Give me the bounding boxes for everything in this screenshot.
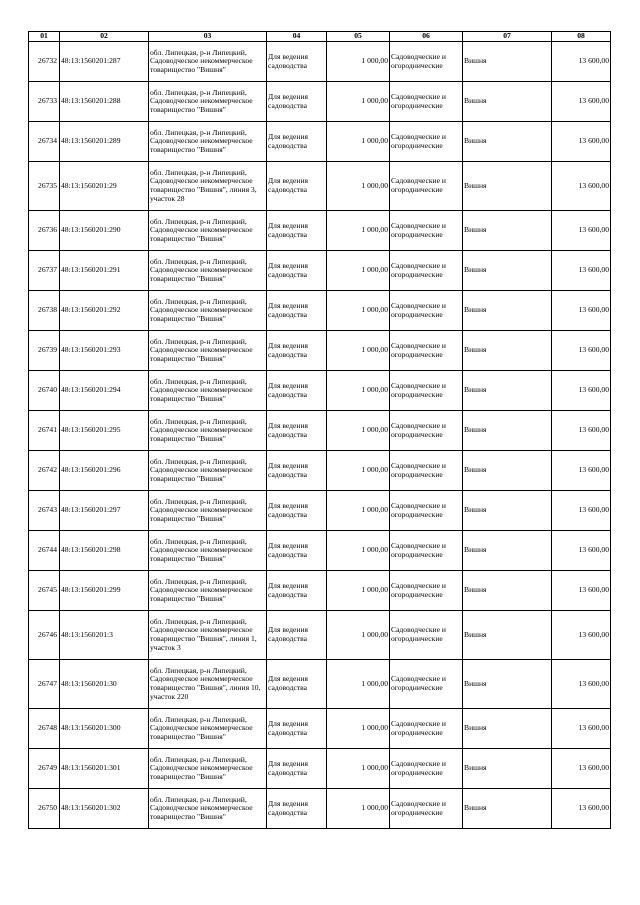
cadastral-number-cell: 48:13:1560201:29 (60, 162, 149, 211)
area-value-cell: 1 000,00 (327, 789, 390, 829)
address-cell: обл. Липецкая, р-н Липецкий, Садоводческое некоммерческое товарищество "Вишня", линия 3, участок 28 (149, 162, 267, 211)
table-row (29, 749, 611, 789)
row-number-cell: 26735 (29, 162, 60, 211)
row-number-cell: 26734 (29, 122, 60, 162)
column-header: 01 (29, 32, 60, 42)
row-number-cell: 26738 (29, 291, 60, 331)
land-category-cell: Садоводческие и огороднические (390, 611, 463, 660)
cadastral-cost-cell: 13 600,00 (552, 291, 611, 331)
area-value-cell: 1 000,00 (327, 571, 390, 611)
cadastral-cost-cell: 13 600,00 (552, 611, 611, 660)
address-cell: обл. Липецкая, р-н Липецкий, Садоводческое некоммерческое товарищество "Вишня" (149, 451, 267, 491)
column-header: 06 (390, 32, 463, 42)
object-name-cell: Вишня (463, 42, 552, 82)
table-row (29, 122, 611, 162)
table-row (29, 411, 611, 451)
table-row (29, 42, 611, 82)
cadastral-cost-cell: 13 600,00 (552, 660, 611, 709)
table-row (29, 82, 611, 122)
cadastral-number-cell: 48:13:1560201:300 (60, 709, 149, 749)
address-cell: обл. Липецкая, р-н Липецкий, Садоводческое некоммерческое товарищество "Вишня" (149, 122, 267, 162)
table-row (29, 709, 611, 749)
permitted-use-cell: Для ведения садоводства (267, 82, 327, 122)
row-number-cell: 26750 (29, 789, 60, 829)
cadastral-cost-cell: 13 600,00 (552, 749, 611, 789)
cadastral-number-cell: 48:13:1560201:288 (60, 82, 149, 122)
row-number-cell: 26744 (29, 531, 60, 571)
cadastral-cost-cell: 13 600,00 (552, 162, 611, 211)
permitted-use-cell: Для ведения садоводства (267, 491, 327, 531)
permitted-use-cell: Для ведения садоводства (267, 371, 327, 411)
land-category-cell: Садоводческие и огороднические (390, 82, 463, 122)
address-cell: обл. Липецкая, р-н Липецкий, Садоводческое некоммерческое товарищество "Вишня" (149, 491, 267, 531)
table-body (29, 42, 611, 829)
cadastral-number-cell: 48:13:1560201:292 (60, 291, 149, 331)
land-category-cell: Садоводческие и огороднические (390, 331, 463, 371)
cadastral-number-cell: 48:13:1560201:289 (60, 122, 149, 162)
cadastral-cost-cell: 13 600,00 (552, 82, 611, 122)
cadastral-number-cell: 48:13:1560201:301 (60, 749, 149, 789)
area-value-cell: 1 000,00 (327, 371, 390, 411)
cadastral-cost-cell: 13 600,00 (552, 531, 611, 571)
land-category-cell: Садоводческие и огороднические (390, 251, 463, 291)
row-number-cell: 26739 (29, 331, 60, 371)
table-row (29, 211, 611, 251)
address-cell: обл. Липецкая, р-н Липецкий, Садоводческое некоммерческое товарищество "Вишня" (149, 371, 267, 411)
permitted-use-cell: Для ведения садоводства (267, 122, 327, 162)
permitted-use-cell: Для ведения садоводства (267, 611, 327, 660)
column-header: 05 (327, 32, 390, 42)
object-name-cell: Вишня (463, 789, 552, 829)
land-category-cell: Садоводческие и огороднические (390, 789, 463, 829)
permitted-use-cell: Для ведения садоводства (267, 789, 327, 829)
area-value-cell: 1 000,00 (327, 531, 390, 571)
address-cell: обл. Липецкая, р-н Липецкий, Садоводческое некоммерческое товарищество "Вишня" (149, 211, 267, 251)
cadastral-number-cell: 48:13:1560201:290 (60, 211, 149, 251)
object-name-cell: Вишня (463, 571, 552, 611)
row-number-cell: 26737 (29, 251, 60, 291)
area-value-cell: 1 000,00 (327, 660, 390, 709)
cadastral-number-cell: 48:13:1560201:302 (60, 789, 149, 829)
area-value-cell: 1 000,00 (327, 211, 390, 251)
object-name-cell: Вишня (463, 709, 552, 749)
address-cell: обл. Липецкая, р-н Липецкий, Садоводческое некоммерческое товарищество "Вишня" (149, 571, 267, 611)
object-name-cell: Вишня (463, 331, 552, 371)
cadastral-number-cell: 48:13:1560201:293 (60, 331, 149, 371)
address-cell: обл. Липецкая, р-н Липецкий, Садоводческое некоммерческое товарищество "Вишня" (149, 251, 267, 291)
area-value-cell: 1 000,00 (327, 331, 390, 371)
land-category-cell: Садоводческие и огороднические (390, 162, 463, 211)
table-row (29, 162, 611, 211)
address-cell: обл. Липецкая, р-н Липецкий, Садоводческое некоммерческое товарищество "Вишня" (149, 531, 267, 571)
row-number-cell: 26745 (29, 571, 60, 611)
land-category-cell: Садоводческие и огороднические (390, 709, 463, 749)
cadastral-cost-cell: 13 600,00 (552, 789, 611, 829)
cadastral-number-cell: 48:13:1560201:30 (60, 660, 149, 709)
address-cell: обл. Липецкая, р-н Липецкий, Садоводческое некоммерческое товарищество "Вишня", линия 1, участок 3 (149, 611, 267, 660)
land-category-cell: Садоводческие и огороднические (390, 291, 463, 331)
object-name-cell: Вишня (463, 660, 552, 709)
row-number-cell: 26740 (29, 371, 60, 411)
object-name-cell: Вишня (463, 162, 552, 211)
object-name-cell: Вишня (463, 491, 552, 531)
area-value-cell: 1 000,00 (327, 291, 390, 331)
cadastral-number-cell: 48:13:1560201:291 (60, 251, 149, 291)
object-name-cell: Вишня (463, 371, 552, 411)
land-category-cell: Садоводческие и огороднические (390, 122, 463, 162)
cadastral-number-cell: 48:13:1560201:297 (60, 491, 149, 531)
cadastral-number-cell: 48:13:1560201:298 (60, 531, 149, 571)
table-row (29, 251, 611, 291)
permitted-use-cell: Для ведения садоводства (267, 211, 327, 251)
land-category-cell: Садоводческие и огороднические (390, 531, 463, 571)
row-number-cell: 26742 (29, 451, 60, 491)
table-row (29, 611, 611, 660)
cadastral-cost-cell: 13 600,00 (552, 491, 611, 531)
row-number-cell: 26736 (29, 211, 60, 251)
address-cell: обл. Липецкая, р-н Липецкий, Садоводческое некоммерческое товарищество "Вишня" (149, 42, 267, 82)
cadastral-cost-cell: 13 600,00 (552, 211, 611, 251)
permitted-use-cell: Для ведения садоводства (267, 660, 327, 709)
area-value-cell: 1 000,00 (327, 411, 390, 451)
object-name-cell: Вишня (463, 251, 552, 291)
column-header: 07 (463, 32, 552, 42)
land-category-cell: Садоводческие и огороднические (390, 749, 463, 789)
cadastral-cost-cell: 13 600,00 (552, 571, 611, 611)
row-number-cell: 26747 (29, 660, 60, 709)
permitted-use-cell: Для ведения садоводства (267, 331, 327, 371)
permitted-use-cell: Для ведения садоводства (267, 162, 327, 211)
row-number-cell: 26732 (29, 42, 60, 82)
cadastral-cost-cell: 13 600,00 (552, 331, 611, 371)
cadastral-number-cell: 48:13:1560201:299 (60, 571, 149, 611)
table-header-row (29, 32, 611, 42)
permitted-use-cell: Для ведения садоводства (267, 749, 327, 789)
area-value-cell: 1 000,00 (327, 42, 390, 82)
permitted-use-cell: Для ведения садоводства (267, 531, 327, 571)
address-cell: обл. Липецкая, р-н Липецкий, Садоводческое некоммерческое товарищество "Вишня" (149, 789, 267, 829)
table-row (29, 331, 611, 371)
table-row (29, 531, 611, 571)
address-cell: обл. Липецкая, р-н Липецкий, Садоводческое некоммерческое товарищество "Вишня" (149, 749, 267, 789)
address-cell: обл. Липецкая, р-н Липецкий, Садоводческое некоммерческое товарищество "Вишня" (149, 82, 267, 122)
area-value-cell: 1 000,00 (327, 162, 390, 211)
address-cell: обл. Липецкая, р-н Липецкий, Садоводческое некоммерческое товарищество "Вишня" (149, 709, 267, 749)
address-cell: обл. Липецкая, р-н Липецкий, Садоводческое некоммерческое товарищество "Вишня" (149, 331, 267, 371)
table-row (29, 451, 611, 491)
permitted-use-cell: Для ведения садоводства (267, 251, 327, 291)
land-category-cell: Садоводческие и огороднические (390, 371, 463, 411)
object-name-cell: Вишня (463, 531, 552, 571)
column-header: 04 (267, 32, 327, 42)
area-value-cell: 1 000,00 (327, 709, 390, 749)
cadastral-number-cell: 48:13:1560201:3 (60, 611, 149, 660)
cadastral-number-cell: 48:13:1560201:296 (60, 451, 149, 491)
row-number-cell: 26748 (29, 709, 60, 749)
table-row (29, 789, 611, 829)
table-row (29, 291, 611, 331)
land-category-cell: Садоводческие и огороднические (390, 451, 463, 491)
area-value-cell: 1 000,00 (327, 611, 390, 660)
row-number-cell: 26741 (29, 411, 60, 451)
address-cell: обл. Липецкая, р-н Липецкий, Садоводческое некоммерческое товарищество "Вишня" (149, 291, 267, 331)
row-number-cell: 26733 (29, 82, 60, 122)
land-plots-table (28, 31, 611, 829)
permitted-use-cell: Для ведения садоводства (267, 291, 327, 331)
table-row (29, 491, 611, 531)
area-value-cell: 1 000,00 (327, 82, 390, 122)
land-category-cell: Садоводческие и огороднические (390, 211, 463, 251)
object-name-cell: Вишня (463, 291, 552, 331)
area-value-cell: 1 000,00 (327, 451, 390, 491)
land-category-cell: Садоводческие и огороднические (390, 660, 463, 709)
column-header: 03 (149, 32, 267, 42)
cadastral-cost-cell: 13 600,00 (552, 122, 611, 162)
object-name-cell: Вишня (463, 749, 552, 789)
cadastral-cost-cell: 13 600,00 (552, 709, 611, 749)
object-name-cell: Вишня (463, 451, 552, 491)
cadastral-number-cell: 48:13:1560201:287 (60, 42, 149, 82)
table-row (29, 660, 611, 709)
table-row (29, 371, 611, 411)
object-name-cell: Вишня (463, 122, 552, 162)
object-name-cell: Вишня (463, 211, 552, 251)
object-name-cell: Вишня (463, 82, 552, 122)
land-category-cell: Садоводческие и огороднические (390, 491, 463, 531)
land-category-cell: Садоводческие и огороднические (390, 571, 463, 611)
cadastral-number-cell: 48:13:1560201:294 (60, 371, 149, 411)
table-row (29, 571, 611, 611)
area-value-cell: 1 000,00 (327, 491, 390, 531)
row-number-cell: 26749 (29, 749, 60, 789)
area-value-cell: 1 000,00 (327, 251, 390, 291)
land-category-cell: Садоводческие и огороднические (390, 42, 463, 82)
cadastral-cost-cell: 13 600,00 (552, 42, 611, 82)
row-number-cell: 26743 (29, 491, 60, 531)
object-name-cell: Вишня (463, 411, 552, 451)
area-value-cell: 1 000,00 (327, 122, 390, 162)
column-header: 08 (552, 32, 611, 42)
land-category-cell: Садоводческие и огороднические (390, 411, 463, 451)
cadastral-number-cell: 48:13:1560201:295 (60, 411, 149, 451)
object-name-cell: Вишня (463, 611, 552, 660)
cadastral-cost-cell: 13 600,00 (552, 411, 611, 451)
address-cell: обл. Липецкая, р-н Липецкий, Садоводческое некоммерческое товарищество "Вишня", линия 10, участок 220 (149, 660, 267, 709)
cadastral-cost-cell: 13 600,00 (552, 451, 611, 491)
permitted-use-cell: Для ведения садоводства (267, 571, 327, 611)
cadastral-cost-cell: 13 600,00 (552, 251, 611, 291)
permitted-use-cell: Для ведения садоводства (267, 451, 327, 491)
permitted-use-cell: Для ведения садоводства (267, 42, 327, 82)
permitted-use-cell: Для ведения садоводства (267, 411, 327, 451)
address-cell: обл. Липецкая, р-н Липецкий, Садоводческое некоммерческое товарищество "Вишня" (149, 411, 267, 451)
cadastral-cost-cell: 13 600,00 (552, 371, 611, 411)
area-value-cell: 1 000,00 (327, 749, 390, 789)
row-number-cell: 26746 (29, 611, 60, 660)
column-header: 02 (60, 32, 149, 42)
permitted-use-cell: Для ведения садоводства (267, 709, 327, 749)
